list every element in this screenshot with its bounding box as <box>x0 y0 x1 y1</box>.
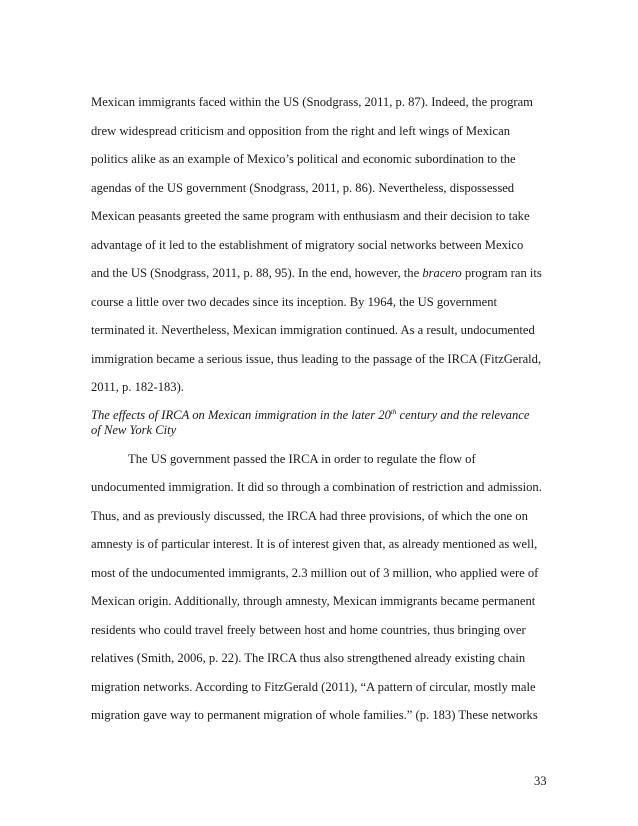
body-line: Mexican origin. Additionally, through amnesty, Mexican immigrants became permanent <box>91 594 536 608</box>
section-heading-line: of New York City <box>91 423 177 437</box>
section-heading-line <box>91 407 529 423</box>
body-line: residents who could travel freely between host and home countries, thus bringing over <box>91 623 526 637</box>
line-text: and the US (Snodgrass, 2011, p. 88, 95). In the end, however, the <box>91 266 423 280</box>
body-line-with-italic <box>91 265 542 281</box>
body-line: agendas of the US government (Snodgrass, 2011, p. 86). Nevertheless, dispossessed <box>91 181 515 195</box>
heading-superscript: th <box>390 408 397 416</box>
body-line: Mexican immigrants faced within the US (Snodgrass, 2011, p. 87). Indeed, the program <box>91 95 533 109</box>
body-line-indented: The US government passed the IRCA in order to regulate the flow of <box>128 452 476 466</box>
body-line: terminated it. Nevertheless, Mexican immigration continued. As a result, undocumented <box>91 323 535 337</box>
heading-text: century and the relevance <box>396 408 530 422</box>
body-line: migration gave way to permanent migration of whole families.” (p. 183) These networks <box>91 708 538 722</box>
body-line: most of the undocumented immigrants, 2.3 million out of 3 million, who applied were of <box>91 566 539 580</box>
body-line: course a little over two decades since its inception. By 1964, the US government <box>91 295 498 309</box>
body-line: relatives (Smith, 2006, p. 22). The IRCA thus also strengthened already existing chain <box>91 651 526 665</box>
body-line: advantage of it led to the establishment of migratory social networks between Mexico <box>91 238 524 252</box>
body-line: Mexican peasants greeted the same program with enthusiasm and their decision to take <box>91 209 530 223</box>
italic-term: bracero <box>422 266 462 280</box>
body-line: amnesty is of particular interest. It is of interest given that, as already mentioned as well, <box>91 537 538 551</box>
body-line: 2011, p. 182-183). <box>91 380 184 394</box>
body-line: immigration became a serious issue, thus leading to the passage of the IRCA (FitzGerald, <box>91 352 542 366</box>
body-line: migration networks. According to FitzGerald (2011), “A pattern of circular, mostly male <box>91 680 536 694</box>
body-line: undocumented immigration. It did so through a combination of restriction and admission. <box>91 480 542 494</box>
heading-text: The effects of IRCA on Mexican immigration in the later 20 <box>91 408 391 422</box>
line-text: program ran its <box>461 266 542 280</box>
body-line: politics alike as an example of Mexico’s political and economic subordination to the <box>91 152 516 166</box>
body-line: drew widespread criticism and opposition from the right and left wings of Mexican <box>91 124 510 138</box>
page-number: 33 <box>534 774 547 788</box>
body-line: Thus, and as previously discussed, the IRCA had three provisions, of which the one on <box>91 509 528 523</box>
